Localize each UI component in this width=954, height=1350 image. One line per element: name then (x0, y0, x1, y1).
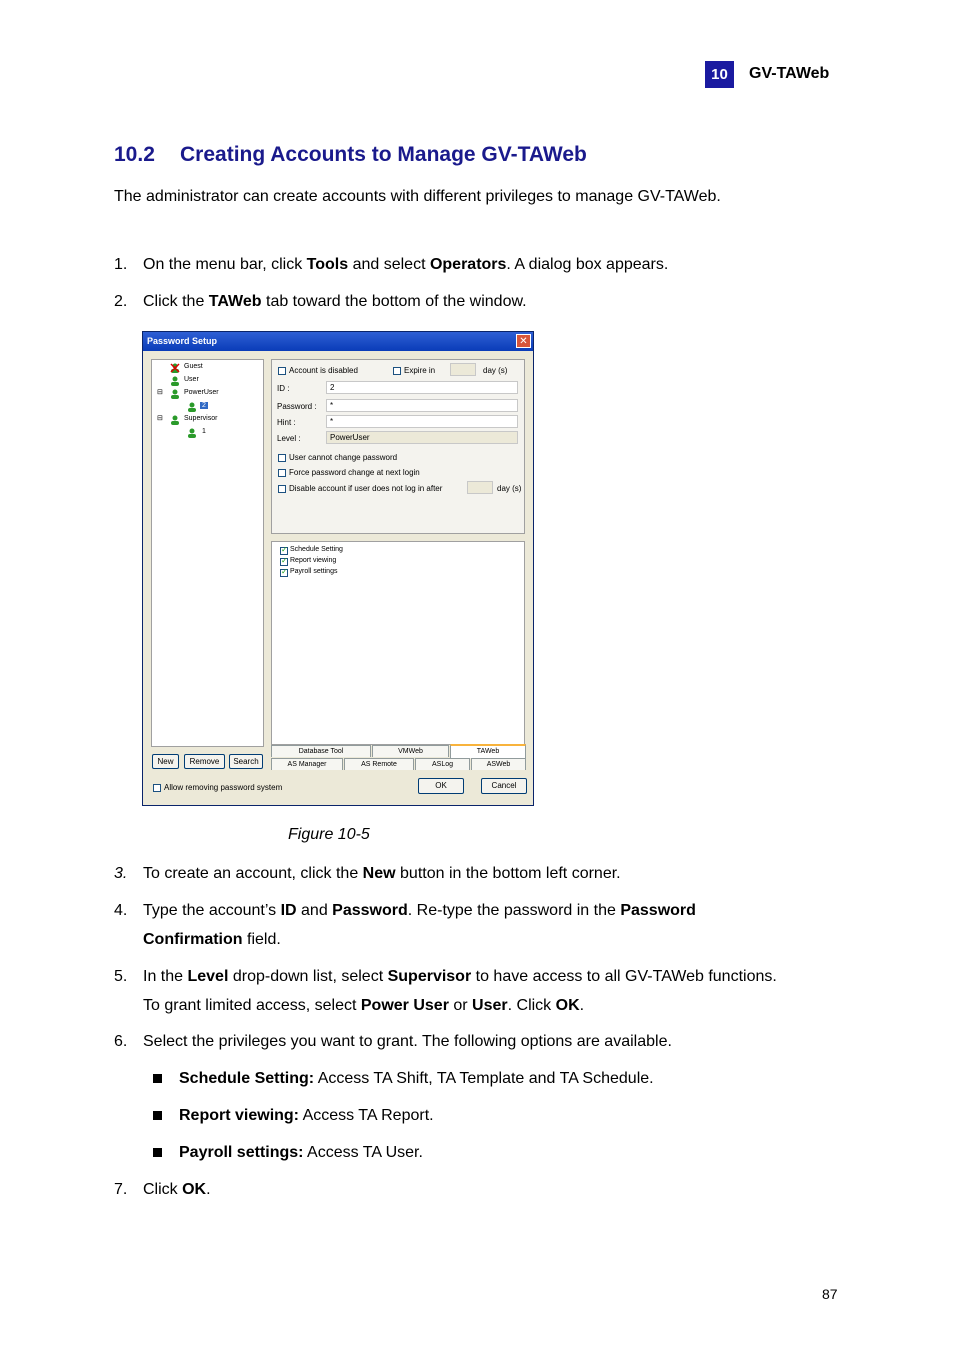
chapter-title: GV-TAWeb (749, 65, 830, 82)
payroll-settings-checkbox[interactable] (280, 569, 288, 577)
tab-vmweb[interactable]: VMWeb (372, 745, 449, 757)
account-panel (271, 359, 525, 534)
user-tree[interactable] (151, 359, 264, 747)
close-icon[interactable]: ✕ (516, 334, 531, 348)
privileges-panel (271, 541, 525, 745)
cannot-change-label: User cannot change password (289, 453, 398, 462)
tree-item-account-2[interactable]: 2 (202, 402, 206, 409)
account-disabled-label: Account is disabled (289, 366, 358, 375)
square-bullet-icon (153, 1148, 162, 1157)
level-select[interactable]: PowerUser (326, 431, 518, 444)
tab-database-tool[interactable]: Database Tool (271, 745, 371, 757)
tree-item-user[interactable]: User (184, 376, 199, 383)
guest-user-icon (170, 363, 180, 373)
user-group-icon (170, 376, 180, 386)
account-icon (187, 428, 197, 438)
poweruser-group-icon (170, 389, 180, 399)
schedule-setting-checkbox[interactable] (280, 547, 288, 555)
account-icon (187, 402, 197, 412)
hint-label: Hint : (277, 418, 296, 427)
dialog-title: Password Setup (143, 332, 533, 351)
tab-aslog[interactable]: ASLog (415, 758, 470, 770)
tab-as-manager[interactable]: AS Manager (271, 758, 343, 770)
figure-caption: Figure 10-5 (288, 826, 370, 843)
force-change-checkbox[interactable] (278, 469, 286, 477)
id-input[interactable]: 2 (326, 381, 518, 394)
disable-if-label: Disable account if user does not log in after (289, 484, 443, 493)
tab-taweb[interactable]: TAWeb (450, 744, 526, 758)
intro-paragraph: The administrator can create accounts with different privileges to manage GV-TAWeb. (114, 188, 721, 205)
expire-days-input[interactable] (450, 363, 476, 376)
chapter-badge: 10 (705, 61, 734, 88)
report-viewing-label: Report viewing (290, 557, 337, 564)
square-bullet-icon (153, 1111, 162, 1120)
disable-days-input[interactable] (467, 481, 493, 494)
ok-button[interactable]: OK (418, 778, 464, 794)
expire-in-checkbox[interactable] (393, 367, 401, 375)
hint-input[interactable]: * (326, 415, 518, 428)
account-disabled-checkbox[interactable] (278, 367, 286, 375)
square-bullet-icon (153, 1074, 162, 1083)
supervisor-group-icon (170, 415, 180, 425)
tree-item-supervisor[interactable]: Supervisor (184, 415, 218, 422)
allow-removing-label: Allow removing password system (164, 783, 283, 792)
schedule-setting-label: Schedule Setting (290, 546, 343, 553)
collapse-icon[interactable]: ⊟ (157, 415, 163, 422)
remove-button[interactable]: Remove (184, 754, 225, 769)
cancel-button[interactable]: Cancel (481, 778, 527, 794)
level-label: Level : (277, 434, 301, 443)
password-setup-dialog (142, 331, 534, 806)
allow-removing-checkbox[interactable] (153, 784, 161, 792)
disable-if-checkbox[interactable] (278, 485, 286, 493)
collapse-icon[interactable]: ⊟ (157, 389, 163, 396)
tree-item-account-1[interactable]: 1 (202, 428, 206, 435)
cannot-change-checkbox[interactable] (278, 454, 286, 462)
page-number: 87 (822, 1286, 838, 1302)
id-label: ID : (277, 384, 290, 393)
day-s-label: day (s) (497, 484, 522, 493)
password-input[interactable]: * (326, 399, 518, 412)
payroll-settings-label: Payroll settings (290, 568, 338, 575)
search-button[interactable]: Search (229, 754, 263, 769)
report-viewing-checkbox[interactable] (280, 558, 288, 566)
section-title: Creating Accounts to Manage GV-TAWeb (180, 143, 587, 166)
password-label: Password : (277, 402, 317, 411)
expire-in-label: Expire in (404, 366, 436, 375)
tab-asweb[interactable]: ASWeb (471, 758, 526, 770)
new-button[interactable]: New (152, 754, 179, 769)
tree-item-poweruser[interactable]: PowerUser (184, 389, 219, 396)
tab-as-remote[interactable]: AS Remote (344, 758, 414, 770)
tree-item-guest[interactable]: Guest (184, 363, 203, 370)
day-s-label: day (s) (483, 366, 508, 375)
force-change-label: Force password change at next login (289, 468, 420, 477)
section-number: 10.2 (114, 143, 155, 166)
